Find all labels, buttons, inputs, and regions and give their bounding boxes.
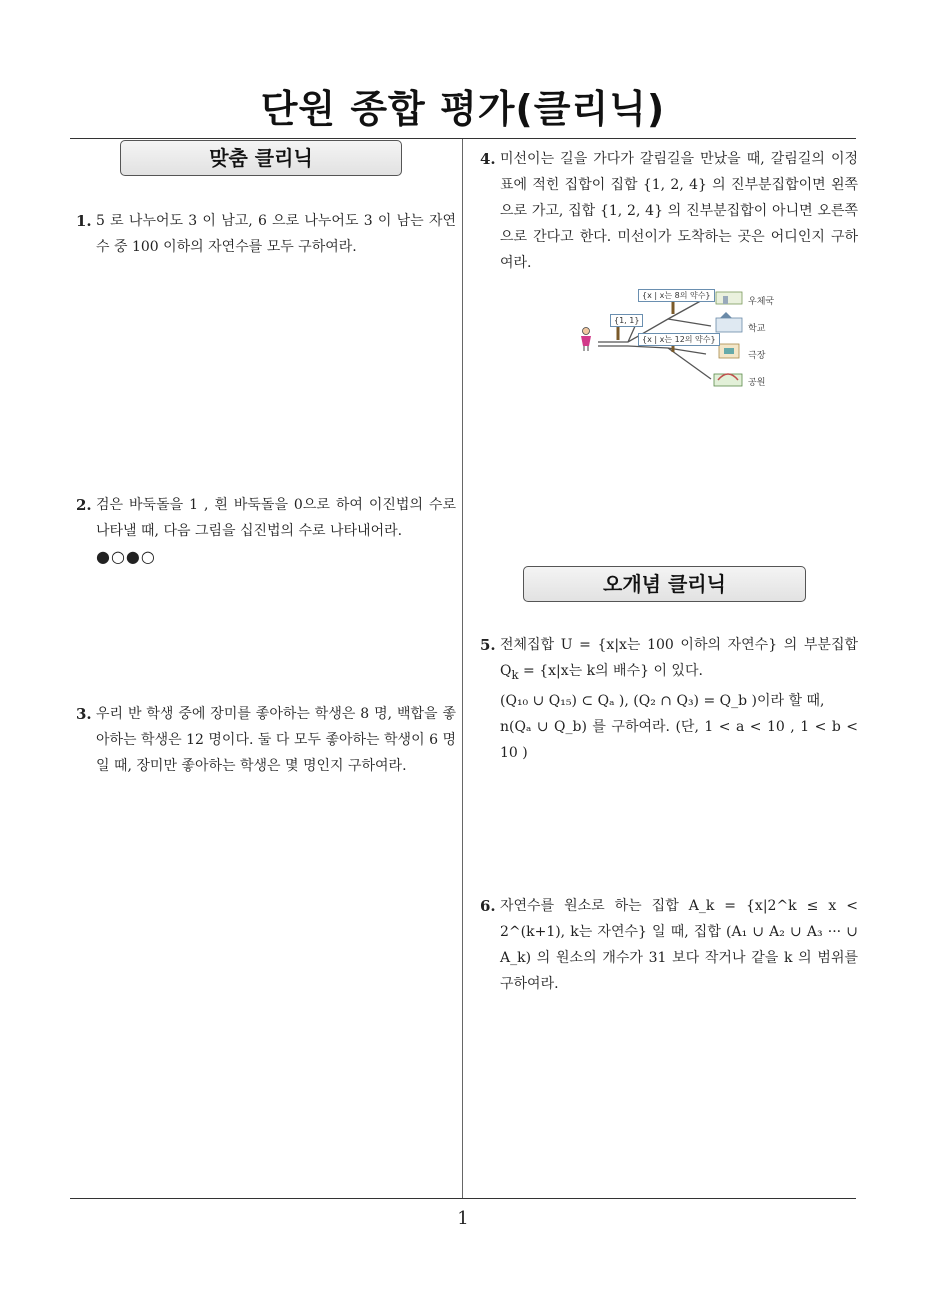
page-number: 1 xyxy=(457,1208,469,1229)
column-divider xyxy=(462,139,463,1198)
place-label: 우체국 xyxy=(748,297,775,307)
section-label-custom-clinic: 맞춤 클리닉 xyxy=(120,140,402,176)
place-label: 학교 xyxy=(748,324,766,334)
place-label: 극장 xyxy=(748,351,766,361)
question-number: 4. xyxy=(480,150,496,168)
question-text: 우리 반 학생 중에 장미를 좋아하는 학생은 8 명, 백합을 좋아하는 학생은 12 명이다. 둘 다 모두 좋아하는 학생이 6 명일 때, 장미만 좋아하는 학생은 몇 명인지 구하여라. xyxy=(96,706,456,774)
post-office-icon xyxy=(716,292,742,304)
subscript: k xyxy=(511,667,519,682)
question-number: 5. xyxy=(480,636,496,654)
question-line: (Q₁₀ ∪ Q₁₅) ⊂ Qₐ ), (Q₂ ∩ Q₃) = Q_b )이라 할 때, xyxy=(500,692,825,709)
footer-rule xyxy=(70,1198,856,1199)
question-number: 1. xyxy=(76,212,92,230)
question-text: 미선이는 길을 가다가 갈림길을 만났을 때, 갈림길의 이정표에 적힌 집합이 집합 {1, 2, 4} 의 진부분집합이면 왼쪽으로 가고, 집합 {1, 2, 4} 의 진부분집합이 아니면 오른쪽으로 간다고 한다. 미선이가 도착하는 곳은 어디인지 구하여라. xyxy=(500,151,858,271)
question-number: 2. xyxy=(76,496,92,514)
park-icon xyxy=(714,374,742,386)
question-line: = {x|x는 k의 배수} 이 있다. xyxy=(518,663,703,679)
girl-icon xyxy=(581,328,591,352)
question-text: 5 로 나누어도 3 이 남고, 6 으로 나누어도 3 이 남는 자연수 중 100 이하의 자연수를 모두 구하여라. xyxy=(96,213,456,255)
header-rule xyxy=(70,138,856,139)
question-line: 전체집합 U = {x|x는 100 이하의 자연수} 의 부분집합 Q xyxy=(500,637,858,679)
page-title: 단원 종합 평가(클리닉) xyxy=(260,87,666,131)
question-line: n(Qₐ ∪ Q_b) 를 구하여라. (단, 1 < a < 10 , 1 < b < 10 ) xyxy=(500,718,858,761)
question-6 xyxy=(480,893,858,997)
question-number: 3. xyxy=(76,705,92,723)
section-label-misconception-clinic: 오개념 클리닉 xyxy=(523,566,806,602)
question-text xyxy=(500,632,858,688)
question-4 xyxy=(480,146,858,276)
sign-label: {1, 1} xyxy=(610,314,643,327)
question-3 xyxy=(76,701,456,779)
question-text: 검은 바둑돌을 1 , 흰 바둑돌을 0으로 하여 이진법의 수로 나타낼 때, 다음 그림을 십진법의 수로 나타내어라. xyxy=(96,497,456,539)
question-5 xyxy=(480,632,858,766)
theater-icon xyxy=(719,344,739,358)
question-text: 자연수를 원소로 하는 집합 A_k = {x|2^k ≤ x < 2^(k+1), k는 자연수} 일 때, 집합 (A₁ ∪ A₂ ∪ A₃ ··· ∪ A_k) 의 원소의 개수가 31 보다 작거나 같을 k 의 범위를 구하여라. xyxy=(500,898,858,992)
sign-label: {x | x는 12의 약수} xyxy=(638,333,720,346)
school-icon xyxy=(716,312,742,332)
crossroads-diagram xyxy=(576,284,786,394)
question-number: 6. xyxy=(480,897,496,915)
question-1 xyxy=(76,208,456,260)
place-label: 공원 xyxy=(748,378,766,388)
go-stones: ●○●○ xyxy=(96,547,156,566)
question-2 xyxy=(76,492,456,570)
sign-label: {x | x는 8의 약수} xyxy=(638,289,715,302)
